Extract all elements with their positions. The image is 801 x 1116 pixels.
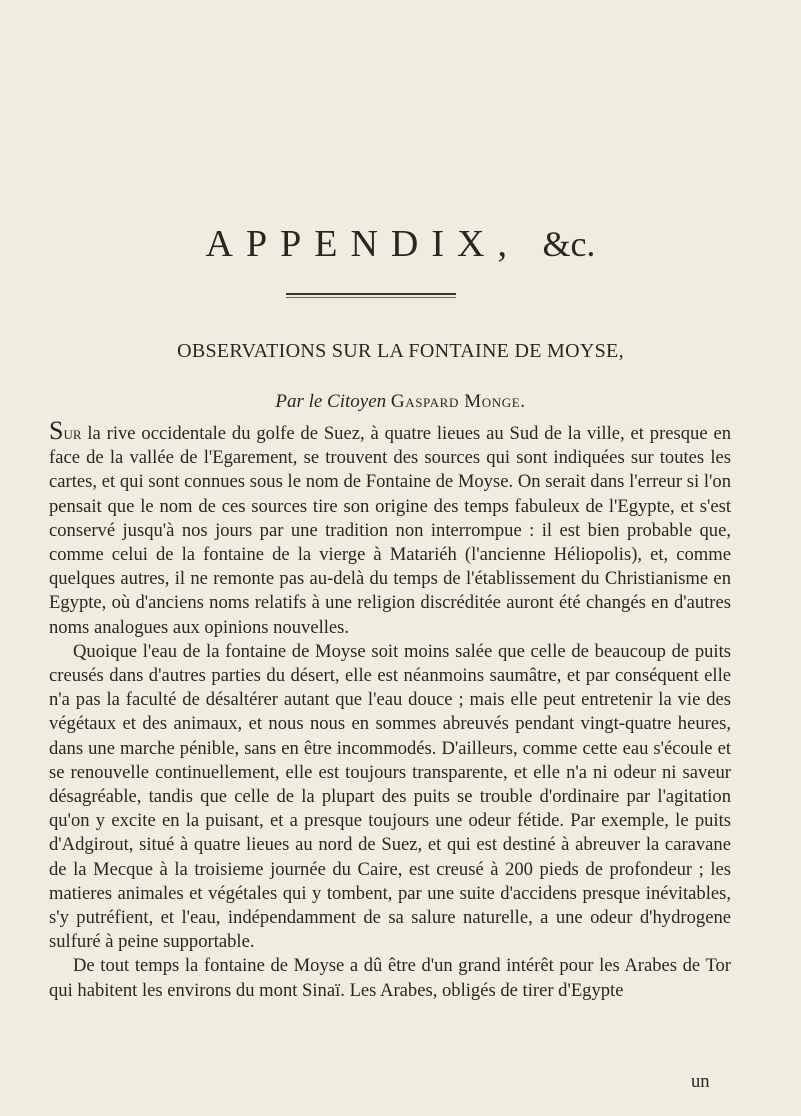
ornamental-rule-thin [286,297,456,298]
appendix-title [0,222,801,266]
byline-author: Gaspard Monge. [390,391,526,412]
paragraph-3: De tout temps la fontaine de Moyse a dû être d'un grand intérêt pour les Arabes de Tor qui habitent les environs du mont Sinaï. Les Arabes, obligés de tirer d'Egypte [49,955,731,1001]
paragraph-1 [49,416,731,640]
appendix-title-suffix: &c. [542,224,596,264]
drop-cap-rest: ur [63,423,82,444]
byline-prefix: Par le Citoyen [275,391,387,412]
paragraph-1-text: la rive occidentale du golfe de Suez, à quatre lieues au Sud de la ville, et presque en face de la vallée de l'Egarement, se trouvent des sources qui sont indiquées sur toutes les cartes, et qui sont connues sous le nom de Fontaine de Moyse. On serait dans l'erreur si l'on pensait que le nom de ces sources tire son origine des temps fabuleux de l'Egypte, et s'est conservé jusqu'à nos jours par une tradition non interrompue : il est bien probable que, comme celui de la fontaine de la vierge à Matariéh (l'ancienne Héliopolis), et, comme quelques autres, il ne remonte pas au-delà du temps de l'établissement du Christianisme en Egypte, où d'anciens noms relatifs à une religion discréditée auront été changés en d'autres noms analogues aux opinions nouvelles. [49,423,731,638]
drop-cap: S [49,416,64,445]
ornamental-rule [286,293,456,295]
paragraph-2: Quoique l'eau de la fontaine de Moyse soit moins salée que celle de beaucoup de puits creusés dans d'autres parties du désert, elle est néanmoins saumâtre, et par conséquent elle n'a pas la faculté de désaltérer autant que l'eau douce ; mais elle peut entretenir la vie des végétaux et des animaux, et nous nous en sommes abreuvés pendant vingt-quatre heures, dans une marche pénible, sans en être incommodés. D'ailleurs, comme cette eau s'écoule et se renouvelle continuellement, elle est toujours transparente, et elle n'a ni odeur ni saveur désagréable, tandis que celle de la plupart des puits se trouble d'ordinaire par l'agitation qu'on y excite en la puisant, et a presque toujours une odeur fétide. Par exemple, le puits d'Adgirout, situé à quatre lieues au nord de Suez, et qui est destiné à abreuver la caravane de la Mecque à la troisieme journée du Caire, est creusé à 200 pieds de profondeur ; les matieres animales et végétales qui y tombent, par une suite d'accidens presque inévitables, s'y putréfient, et l'eau, indépendamment de sa salure naturelle, a une odeur d'hydrogene sulfuré à peine supportable. [49,640,731,953]
appendix-title-text: APPENDIX, [205,223,520,265]
byline [0,390,801,414]
section-title: OBSERVATIONS SUR LA FONTAINE DE MOYSE, [177,340,624,362]
body-text [49,416,731,1003]
catchword: un [691,1071,710,1092]
